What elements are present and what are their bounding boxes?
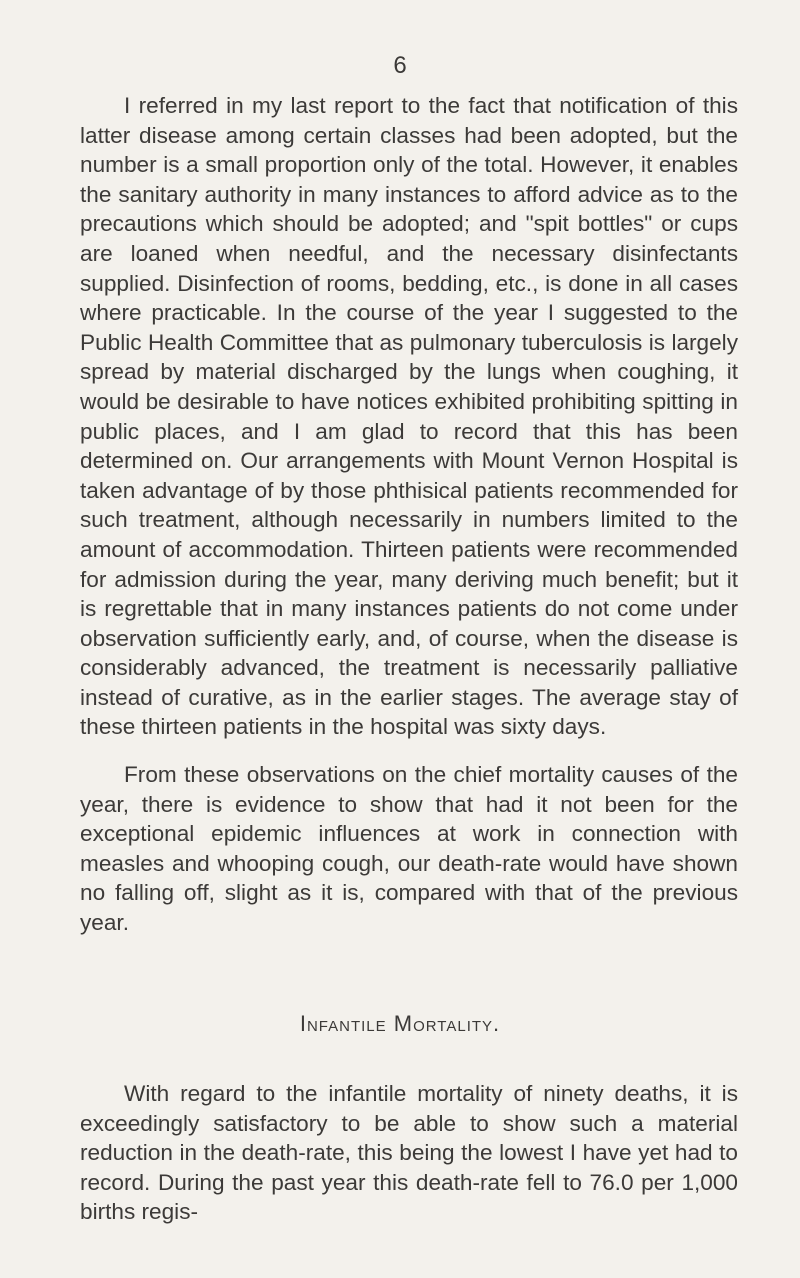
paragraph-tuberculosis: I referred in my last report to the fact that notification of this latter disease among certain classes had been adopted, but the number is a small proportion only of the total. However, it enables the sanitary authority in many instances to afford advice as to the precautions which should be adopted; and "spit bottles" or cups are loaned when needful, and the necessary disinfectants supplied. Disinfection of rooms, bedding, etc., is done in all cases where practicable. In the course of the year I suggested to the Public Health Committee that as pulmonary tuberculosis is largely spread by material discharged by the lungs when coughing, it would be desirable to have notices exhibited prohibiting spitting in public places, and I am glad to record that this has been determined on. Our arrangements with Mount Vernon Hospital is taken advantage of by those phthisical patients recommended for such treatment, although necessarily in numbers limited to the amount of accommodation. Thirteen patients were recommended for admission during the year, many deriving much benefit; but it is regrettable that in many instances patients do not come under observation sufficiently early, and, of course, when the disease is considerably advanced, the treatment is necessarily palliative instead of curative, as in the earlier stages. The average stay of these thirteen patients in the hospital was sixty days. — [80, 93, 738, 740]
paragraph-infantile-mortality: With regard to the infantile mortality of ninety deaths, it is exceedingly satisfactory to be able to show such a material reduction in the death-rate, this being the lowest I have yet had to record. During the past year this death-rate fell to 76.0 per 1,000 births regis- — [80, 1081, 738, 1225]
section-heading-infantile-mortality: Infantile Mortality. — [299, 1011, 501, 1036]
paragraph-mortality-causes: From these observations on the chief mortality causes of the year, there is evidence to show that had it not been for the exceptional epidemic influences at work in connection with measles and whooping cough, our death-rate would have shown no falling off, slight as it is, compared with that of the previous year. — [80, 762, 738, 935]
page-number: 6 — [393, 52, 407, 79]
